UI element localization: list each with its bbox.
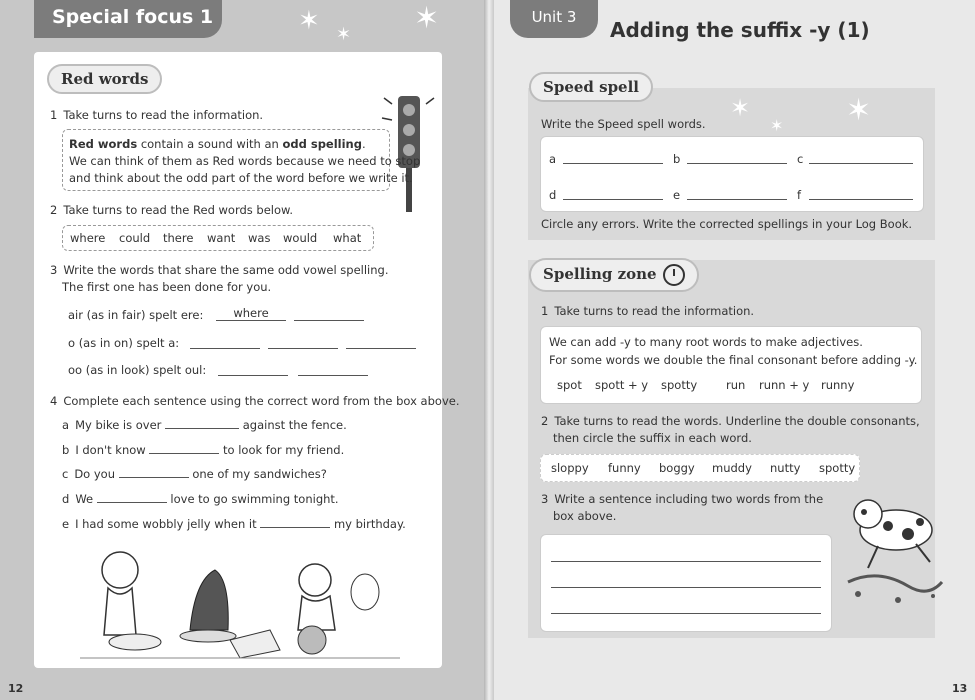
answer-blank[interactable]	[260, 517, 330, 528]
kids-jelly-illustration	[80, 540, 400, 665]
star-icon: ✶	[846, 93, 872, 128]
q1-left: 1 Take turns to read the information.	[50, 108, 264, 122]
red-word: would	[283, 231, 318, 245]
q3-row-3-blank[interactable]	[298, 361, 368, 376]
speed-letter: a	[549, 152, 557, 166]
example-word: run	[726, 378, 746, 392]
speed-letter: f	[797, 188, 802, 202]
star-icon: ✶	[298, 6, 320, 36]
q3-row-1-answer[interactable]: where	[216, 306, 286, 321]
q3-row-2: o (as in on) spelt a:	[68, 336, 180, 350]
speed-spell-heading: Speed spell	[529, 72, 653, 102]
red-words-box	[62, 225, 374, 251]
writing-line[interactable]	[551, 613, 821, 614]
suffix-word: nutty	[770, 461, 801, 475]
red-word: where	[70, 231, 106, 245]
q2-right: 2 Take turns to read the words. Underline the double consonants,	[541, 414, 920, 428]
star-icon: ✶	[770, 116, 784, 135]
q3-right-line2: box above.	[553, 509, 617, 523]
q3-left: 3 Write the words that share the same odd vowel spelling.	[50, 263, 389, 277]
q4-item-d: d We love to go swimming tonight.	[62, 492, 339, 506]
red-word: could	[119, 231, 151, 245]
example-word: spotty	[661, 378, 698, 392]
speed-spell-instruction: Write the Speed spell words.	[541, 117, 706, 131]
q4-left: 4 Complete each sentence using the correct word from the box above.	[50, 394, 460, 408]
page-number-left: 12	[8, 682, 24, 695]
q3-row-3: oo (as in look) spelt oul:	[68, 363, 207, 377]
red-word: what	[333, 231, 362, 245]
speed-letter: d	[549, 188, 557, 202]
answer-blank[interactable]	[97, 492, 167, 503]
answer-blank[interactable]	[119, 467, 189, 478]
star-icon: ✶	[730, 94, 751, 122]
info-line-3: and think about the odd part of the word before we write it.	[69, 171, 413, 185]
red-word: want	[207, 231, 236, 245]
suffix-word: boggy	[659, 461, 695, 475]
q3-row-1: air (as in fair) spelt ere:	[68, 308, 204, 322]
suffix-word: sloppy	[551, 461, 589, 475]
info-line-1: We can add -y to many root words to make adjectives.	[549, 335, 863, 349]
example-word: spott + y	[595, 378, 649, 392]
spotty-dog-illustration	[838, 482, 948, 612]
spelling-zone-heading: Spelling zone	[529, 258, 699, 292]
speed-letter: e	[673, 188, 681, 202]
star-icon: ✶	[414, 1, 440, 36]
q3-row-3-blank[interactable]	[218, 361, 288, 376]
info-line-1: Red words contain a sound with an odd spelling.	[69, 137, 366, 151]
suffix-word: funny	[608, 461, 641, 475]
spelling-info-box	[540, 326, 922, 404]
speed-letter: b	[673, 152, 681, 166]
q3-row-2-blank[interactable]	[268, 334, 338, 349]
q2-left: 2 Take turns to read the Red words below.	[50, 203, 294, 217]
star-icon: ✶	[336, 24, 352, 45]
suffix-word: spotty	[819, 461, 856, 475]
red-word: there	[163, 231, 194, 245]
q4-item-e: e I had some wobbly jelly when it my birthday.	[62, 517, 406, 531]
page-number-right: 13	[952, 682, 968, 695]
unit-tab: Unit 3	[510, 0, 598, 38]
page-title: Adding the suffix -y (1)	[610, 18, 870, 42]
q4-item-b: b I don't know to look for my friend.	[62, 443, 345, 457]
info-line-2: For some words we double the final consonant before adding -y.	[549, 353, 918, 367]
answer-blank[interactable]	[165, 418, 239, 429]
sentence-writing-box[interactable]	[540, 534, 832, 632]
info-line-2: We can think of them as Red words because we need to stop	[69, 154, 421, 168]
speed-spell-blank[interactable]	[687, 151, 787, 164]
speed-letter: c	[797, 152, 804, 166]
suffix-word: muddy	[712, 461, 752, 475]
speed-spell-blank[interactable]	[809, 187, 913, 200]
example-word: spot	[557, 378, 582, 392]
speed-spell-blank[interactable]	[563, 151, 663, 164]
speed-spell-footer: Circle any errors. Write the corrected spellings in your Log Book.	[541, 217, 913, 231]
speed-spell-box	[540, 136, 924, 212]
q1-right: 1 Take turns to read the information.	[541, 304, 755, 318]
red-words-info-box	[62, 129, 421, 191]
example-word: runny	[821, 378, 855, 392]
speed-spell-blank[interactable]	[687, 187, 787, 200]
q4-item-c: c Do you one of my sandwiches?	[62, 467, 327, 481]
q3-row-2-blank[interactable]	[190, 334, 260, 349]
book-spine	[484, 0, 494, 700]
red-words-heading: Red words	[47, 64, 162, 94]
q2-right-line2: then circle the suffix in each word.	[553, 431, 752, 445]
q3-row-2-blank[interactable]	[346, 334, 416, 349]
speed-spell-blank[interactable]	[563, 187, 663, 200]
answer-blank[interactable]	[149, 443, 219, 454]
q3-row-1-blank[interactable]	[294, 306, 364, 321]
q3-left-line2: The first one has been done for you.	[62, 280, 272, 294]
timer-icon	[663, 264, 685, 286]
writing-line[interactable]	[551, 561, 821, 562]
q4-item-a: a My bike is over against the fence.	[62, 418, 347, 432]
example-word: runn + y	[759, 378, 810, 392]
special-focus-tab: Special focus 1	[34, 0, 222, 38]
writing-line[interactable]	[551, 587, 821, 588]
q3-right: 3 Write a sentence including two words from the	[541, 492, 824, 506]
suffix-words-box	[540, 454, 860, 482]
red-word: was	[248, 231, 271, 245]
speed-spell-blank[interactable]	[809, 151, 913, 164]
